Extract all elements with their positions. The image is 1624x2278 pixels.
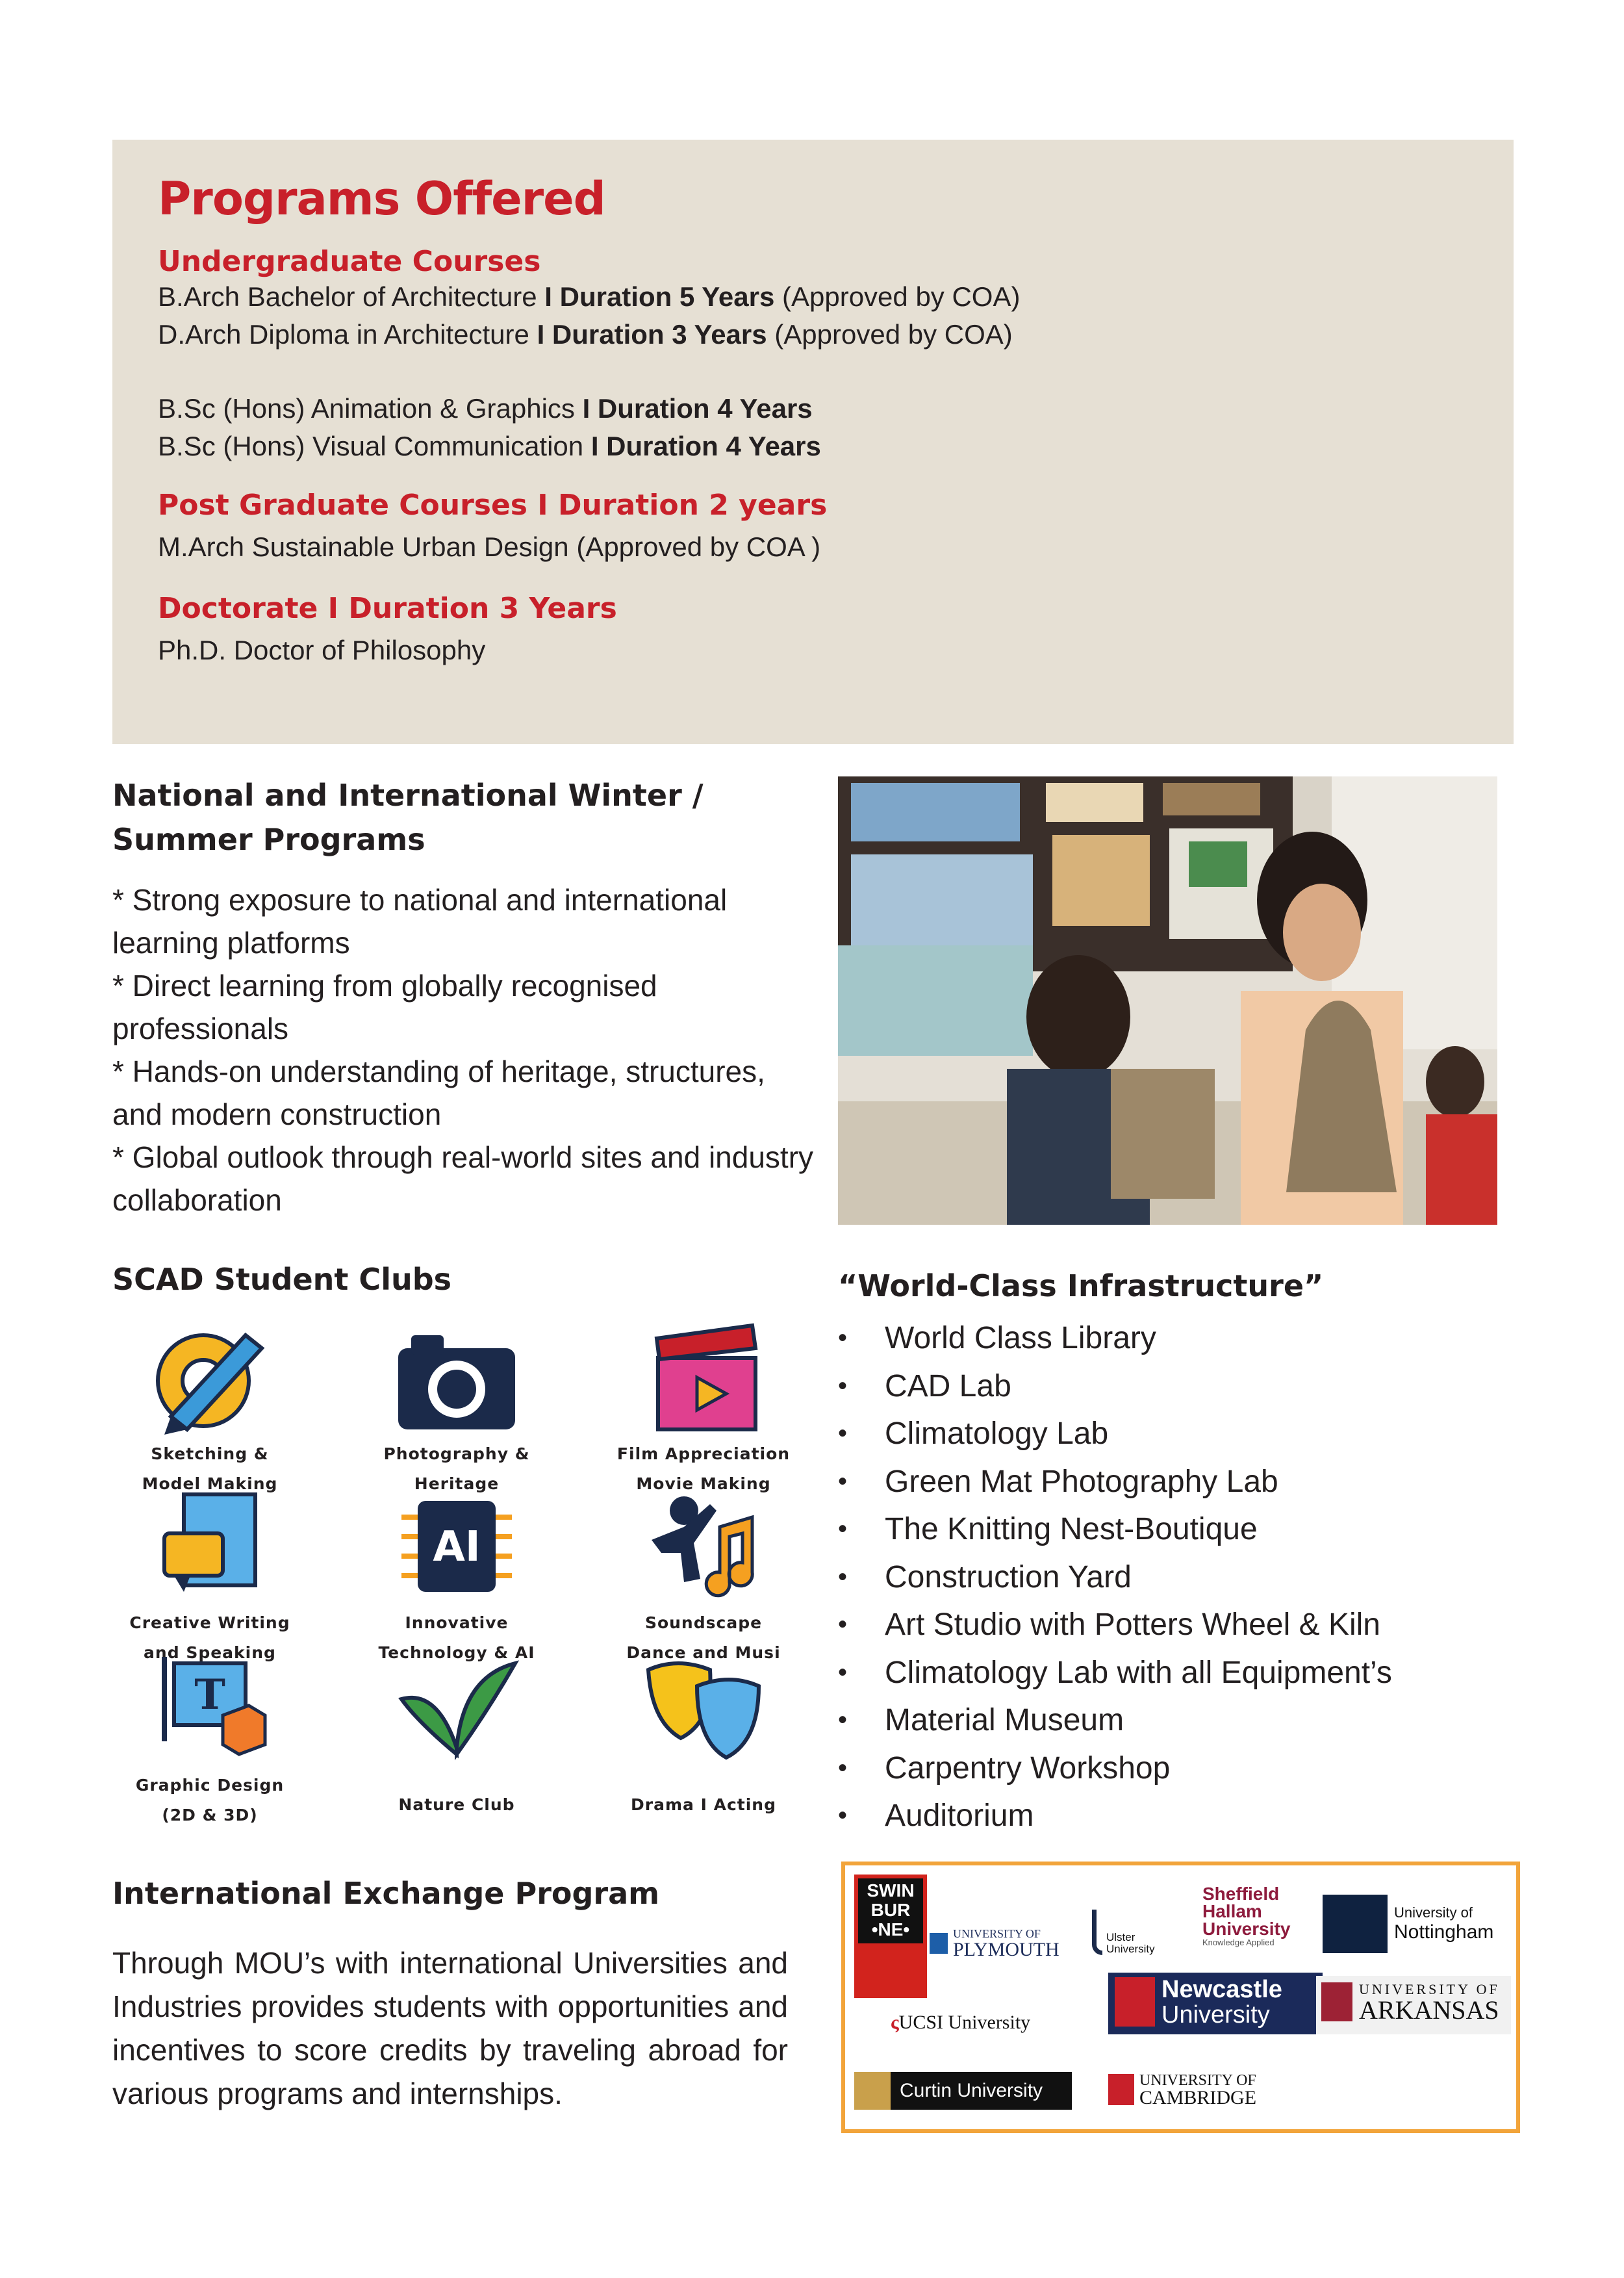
clubs-grid: [112, 1319, 814, 1839]
curtin-logo: Curtin University: [854, 2072, 1072, 2110]
list-item: • Carpentry Workshop: [838, 1745, 1514, 1793]
programs-title: Programs Offered: [158, 172, 605, 225]
club-drama: [606, 1650, 801, 1820]
club-label: Graphic Design (2D & 3D): [135, 1776, 285, 1824]
doctorate-heading: Doctorate I Duration 3 Years: [158, 592, 617, 625]
club-photography: [359, 1319, 554, 1499]
club-label: Soundscape Dance and Musi: [626, 1613, 781, 1662]
club-label: Photography & Heritage: [383, 1444, 530, 1493]
gear-pencil-icon: [145, 1319, 275, 1436]
list-item: • Climatology Lab with all Equipment’s: [838, 1649, 1514, 1697]
bullet-point: * Global outlook through real-world sites and industry collaboration: [112, 1140, 814, 1217]
club-soundscape: [606, 1488, 801, 1668]
winter-summer-title: National and International Winter / Summer Programs: [112, 778, 704, 857]
ulster-logo: Ulster University: [1092, 1910, 1155, 1955]
camera-icon: [392, 1319, 522, 1436]
club-technology-ai: [359, 1488, 554, 1668]
exchange-text: Through MOU’s with international Universities and Industries provides students with opportunities and incentives to score credits by traveling abroad for various programs and internships.: [112, 1946, 788, 2110]
list-item: • Material Museum: [838, 1696, 1514, 1745]
ai-chip-icon: [392, 1488, 522, 1605]
dancer-music-icon: [639, 1488, 768, 1605]
infrastructure-title: “World-Class Infrastructure”: [838, 1268, 1324, 1303]
postgraduate-heading: Post Graduate Courses I Duration 2 years: [158, 489, 828, 522]
ucsi-logo: ςUCSI University: [891, 2012, 1031, 2033]
leaves-icon: [392, 1650, 522, 1767]
partner-universities-logos: [841, 1862, 1520, 2133]
club-label: Film Appreciation Movie Making: [616, 1444, 791, 1493]
list-item: • Art Studio with Potters Wheel & Kiln: [838, 1601, 1514, 1649]
programs-panel: [112, 140, 1514, 744]
swinburne-logo: SWIN BUR •NE•: [854, 1875, 927, 1998]
list-item: • Auditorium: [838, 1792, 1514, 1840]
winter-summer-points: [112, 878, 814, 1222]
typography-cube-icon: [145, 1650, 275, 1767]
nottingham-logo: University of Nottingham: [1323, 1895, 1493, 1953]
infrastructure-list: [838, 1314, 1514, 1840]
club-label: Drama I Acting: [631, 1795, 776, 1814]
bullet-point: * Hands-on understanding of heritage, structures, and modern construction: [112, 1055, 765, 1131]
club-graphic-design: [112, 1650, 307, 1830]
exchange-title: International Exchange Program: [112, 1876, 660, 1911]
svg-text:T: T: [194, 1670, 225, 1719]
bullet-point: * Direct learning from globally recognised professionals: [112, 969, 657, 1045]
course-line: B.Sc (Hons) Visual Communication I Duration 4 Years: [158, 431, 821, 461]
sheffield-hallam-logo: Sheffield Hallam University Knowledge Applied: [1202, 1884, 1291, 1947]
list-item: • The Knitting Nest-Boutique: [838, 1505, 1514, 1554]
cambridge-logo: UNIVERSITY OF CAMBRIDGE: [1108, 2072, 1256, 2107]
student-clubs-section: [112, 1257, 814, 1301]
infrastructure-section: [838, 1264, 1514, 1840]
students-clay-modeling-photo: [838, 776, 1497, 1225]
club-film: [606, 1319, 801, 1499]
list-item: • World Class Library: [838, 1314, 1514, 1363]
winter-summer-section: [112, 773, 814, 1222]
bullet-point: * Strong exposure to national and international learning platforms: [112, 883, 728, 960]
list-item: • CAD Lab: [838, 1363, 1514, 1411]
svg-text:AI: AI: [433, 1523, 481, 1571]
club-label: Creative Writing and Speaking: [129, 1613, 290, 1662]
arkansas-logo: UNIVERSITY OF ARKANSAS: [1316, 1976, 1511, 2034]
exchange-section: [112, 1871, 788, 2116]
plymouth-logo: UNIVERSITY OF PLYMOUTH: [930, 1927, 1059, 1960]
course-line: B.Arch Bachelor of Architecture I Duration 5 Years (Approved by COA): [158, 281, 1021, 312]
list-item: • Climatology Lab: [838, 1410, 1514, 1458]
club-nature: [359, 1650, 554, 1820]
drama-masks-icon: [639, 1650, 768, 1767]
newcastle-logo: Newcastle University: [1108, 1973, 1323, 2034]
course-line: B.Sc (Hons) Animation & Graphics I Duration 4 Years: [158, 393, 813, 424]
clapperboard-icon: [639, 1319, 768, 1436]
course-line: Ph.D. Doctor of Philosophy: [158, 635, 486, 665]
course-line: M.Arch Sustainable Urban Design (Approved by COA ): [158, 531, 821, 562]
course-line: D.Arch Diploma in Architecture I Duration 3 Years (Approved by COA): [158, 319, 1013, 350]
list-item: • Green Mat Photography Lab: [838, 1458, 1514, 1506]
list-item: • Construction Yard: [838, 1554, 1514, 1602]
student-clubs-title: SCAD Student Clubs: [112, 1262, 452, 1297]
club-label: Sketching & Model Making: [142, 1444, 278, 1493]
club-creative-writing: [112, 1488, 307, 1668]
club-label: Nature Club: [398, 1795, 515, 1814]
document-chat-icon: [145, 1488, 275, 1605]
undergraduate-heading: Undergraduate Courses: [158, 245, 541, 278]
club-sketching: [112, 1319, 307, 1499]
club-label: Innovative Technology & AI: [378, 1613, 535, 1662]
